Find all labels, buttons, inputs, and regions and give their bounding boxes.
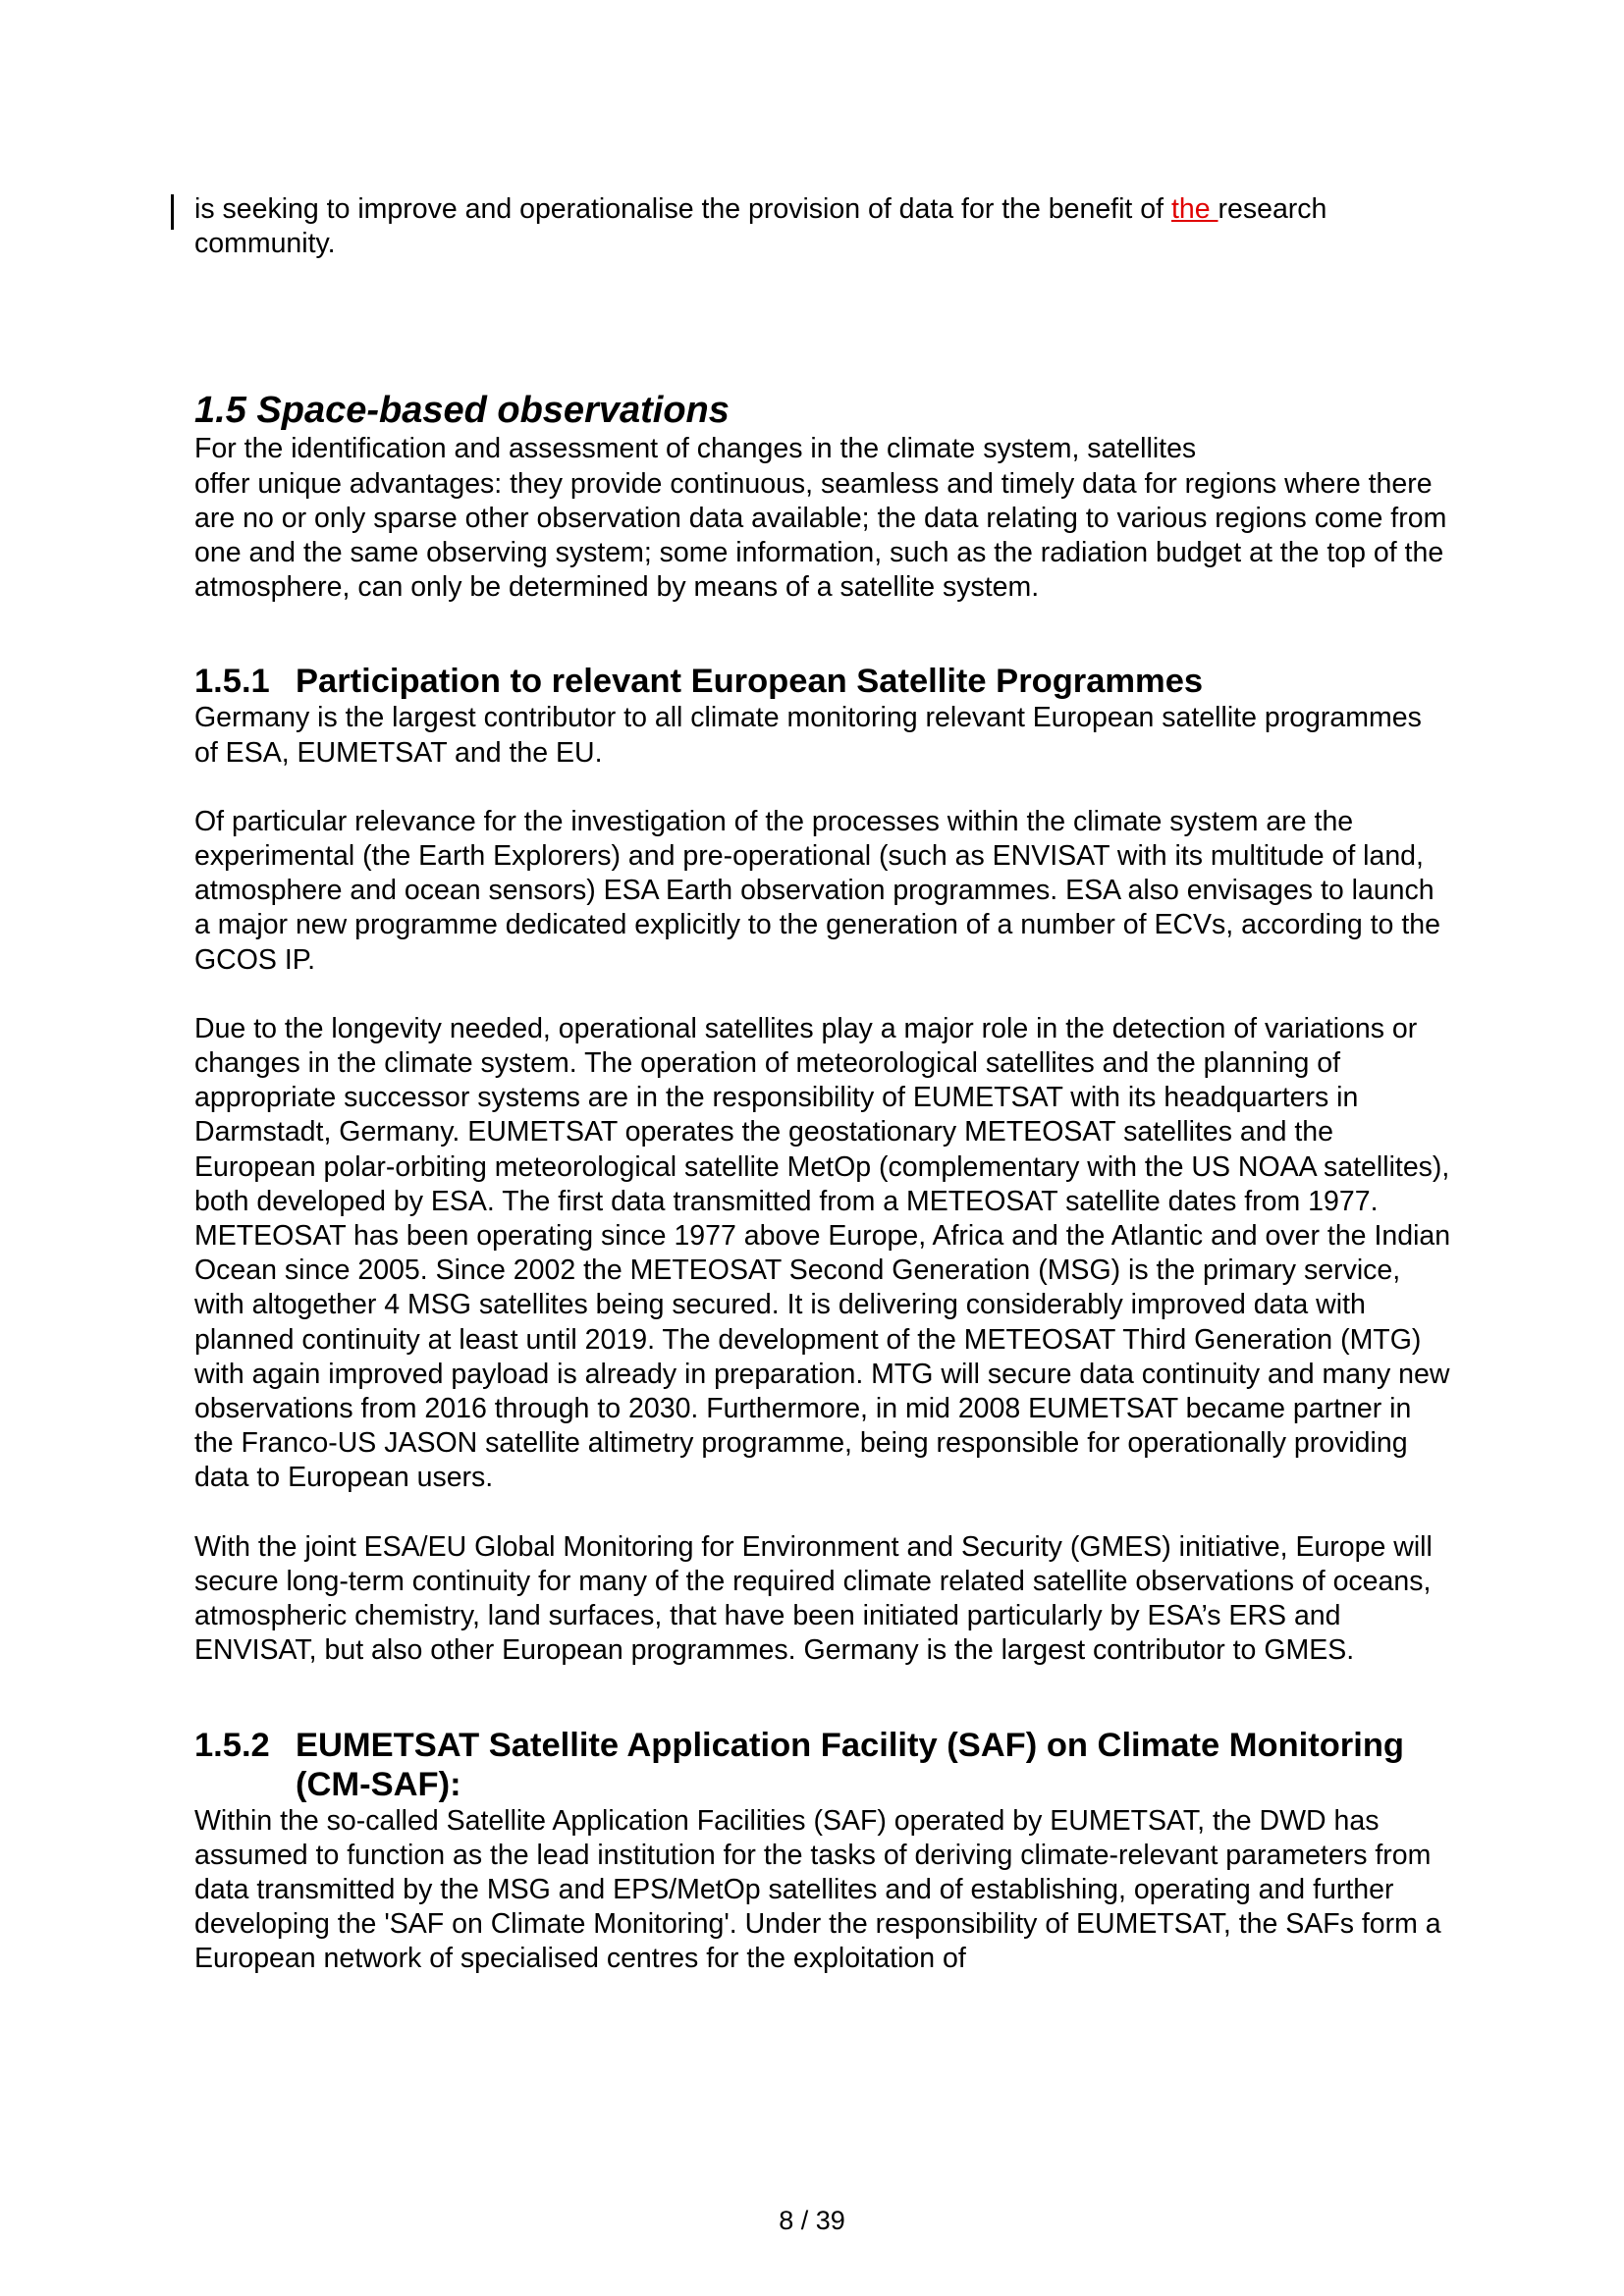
section-1-5-2-paragraph-1: Within the so-called Satellite Application Facilities (SAF) operated by EUMETSAT, the DWD has assumed to function as the lead institution for the tasks of deriving climate-relevant parameters from data transmitted by the MSG and EPS/MetOp satellites and of establishing, operating and further developing the 'SAF on Climate Monitoring'. Under the responsibility of EUMETSAT, the SAFs form a European network of specialised centres for the exploitation of — [194, 1804, 1441, 1975]
section-title: Participation to relevant European Satellite Programmes — [296, 663, 1204, 701]
page-number: 8 / 39 — [779, 2206, 845, 2235]
section-number: 1.5.2 — [194, 1726, 270, 1764]
intro-paragraph — [194, 192, 1451, 261]
revision-change-bar — [171, 194, 174, 230]
section-1-5-paragraph — [194, 432, 1451, 605]
section-1-5-rest: offer unique advantages: they provide continuous, seamless and timely data for regions where there are no or only sparse other observation data available; the data relating to various regions come from one and the same observing system; some information, such as the radiation budget at the top of the atmosphere, can only be determined by means of a satellite system. — [194, 467, 1447, 604]
tracked-insertion: the — [1170, 193, 1218, 225]
intro-text-before: is seeking to improve and operationalise the provision of data for the benefit of — [194, 193, 1171, 225]
section-1-5-1-paragraph-1: Germany is the largest contributor to all climate monitoring relevant European satellite programmes of ESA, EUMETSAT and the EU. — [194, 702, 1422, 769]
section-1-5-1-paragraph-2: Of particular relevance for the investigation of the processes within the climate system are the experimental (the Earth Explorers) and pre-operational (such as ENVISAT with its multitude of land, atmosphere and ocean sensors) ESA Earth observation programmes. ESA also envisages to launch a major new programme dedicated explicitly to the generation of a number of ECVs, according to the GCOS IP. — [194, 805, 1440, 976]
section-title: EUMETSAT Satellite Application Facility (SAF) on Climate Monitoring (CM-SAF): — [296, 1726, 1404, 1803]
section-heading-1-5-2 — [194, 1726, 1451, 1804]
section-1-5-1-paragraph-4: With the joint ESA/EU Global Monitoring for Environment and Security (GMES) initiative, Europe will secure long-term continuity for many of the required climate related satellite observations of oceans, atmospheric chemistry, land surfaces, that have been initiated particularly by ESA’s ERS and ENVISAT, but also other European programmes. Germany is the largest contributor to GMES. — [194, 1530, 1433, 1667]
section-heading-1-5: 1.5 Space-based observations — [194, 390, 730, 432]
page-content — [194, 192, 1451, 1977]
section-heading-1-5-1 — [194, 662, 1451, 701]
section-number: 1.5.1 — [194, 663, 270, 701]
section-1-5-1-paragraph-3: Due to the longevity needed, operational satellites play a major role in the detection of variations or changes in the climate system. The operation of meteorological satellites and the planning of appropriate successor systems are in the responsibility of EUMETSAT with its headquarters in Darmstadt, Germany. EUMETSAT operates the geostationary METEOSAT satellites and the European polar-orbiting meteorological satellite MetOp (complementary with the US NOAA satellites), both developed by ESA. The first data transmitted from a METEOSAT satellite dates from 1977. METEOSAT has been operating since 1977 above Europe, Africa and the Atlantic and over the Indian Ocean since 2005. Since 2002 the METEOSAT Second Generation (MSG) is the primary service, with altogether 4 MSG satellites being secured. It is delivering considerably improved data with planned continuity at least until 2019. The development of the METEOSAT Third Generation (MTG) with again improved payload is already in preparation. MTG will secure data continuity and many new observations from 2016 through to 2030. Furthermore, in mid 2008 EUMETSAT became partner in the Franco-US JASON satellite altimetry programme, being responsible for operationally providing data to European users. — [194, 1012, 1451, 1494]
section-1-5-line-1: For the identification and assessment of changes in the climate system, satellites — [194, 433, 1197, 465]
intro-text-after: research community. — [194, 193, 1327, 260]
